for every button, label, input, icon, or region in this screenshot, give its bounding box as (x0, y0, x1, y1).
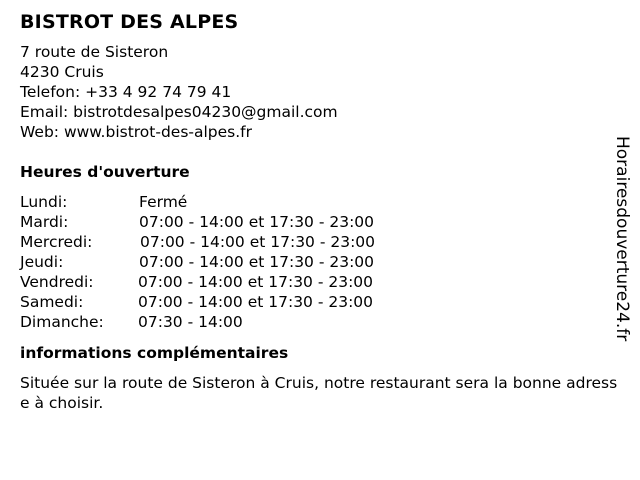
hours-row-monday (20, 192, 620, 212)
day-label: Samedi: (20, 293, 84, 311)
day-label: Jeudi: (20, 253, 64, 271)
hours-table (20, 192, 620, 332)
day-hours: 07:00 - 14:00 et 17:30 - 23:00 (138, 273, 374, 291)
day-hours: Fermé (139, 193, 188, 211)
day-label: Lundi: (20, 193, 68, 211)
day-hours: 07:00 - 14:00 et 17:30 - 23:00 (138, 293, 374, 311)
hours-row-wednesday (20, 232, 620, 252)
watermark (610, 136, 634, 368)
day-label: Mercredi: (20, 233, 93, 251)
contact-block (20, 42, 620, 142)
city-address: 4230 Cruis (20, 63, 104, 81)
web-line: Web: www.bistrot-des-alpes.fr (20, 123, 253, 141)
watermark-text: Horairesdouverture24.fr (612, 136, 632, 342)
business-name: BISTROT DES ALPES (20, 11, 239, 33)
hours-heading: Heures d'ouverture (20, 163, 190, 181)
day-hours: 07:00 - 14:00 et 17:30 - 23:00 (140, 233, 376, 251)
info-heading: informations complémentaires (20, 344, 289, 362)
day-label: Vendredi: (20, 273, 94, 291)
hours-row-friday (20, 272, 620, 292)
hours-row-sunday (20, 312, 620, 332)
street-address: 7 route de Sisteron (20, 43, 169, 61)
day-label: Mardi: (20, 213, 69, 231)
hours-row-saturday (20, 292, 620, 312)
email-line: Email: bistrotdesalpes04230@gmail.com (20, 103, 338, 121)
day-label: Dimanche: (20, 313, 104, 331)
info-description: Située sur la route de Sisteron à Cruis, notre restaurant sera la bonne adresse à choisir. (20, 374, 618, 412)
day-hours: 07:00 - 14:00 et 17:30 - 23:00 (139, 253, 375, 271)
day-hours: 07:30 - 14:00 (138, 313, 243, 331)
business-card (20, 8, 620, 413)
day-hours: 07:00 - 14:00 et 17:30 - 23:00 (139, 213, 375, 231)
hours-row-tuesday (20, 212, 620, 232)
phone-line: Telefon: +33 4 92 74 79 41 (20, 83, 232, 101)
hours-row-thursday (20, 252, 620, 272)
